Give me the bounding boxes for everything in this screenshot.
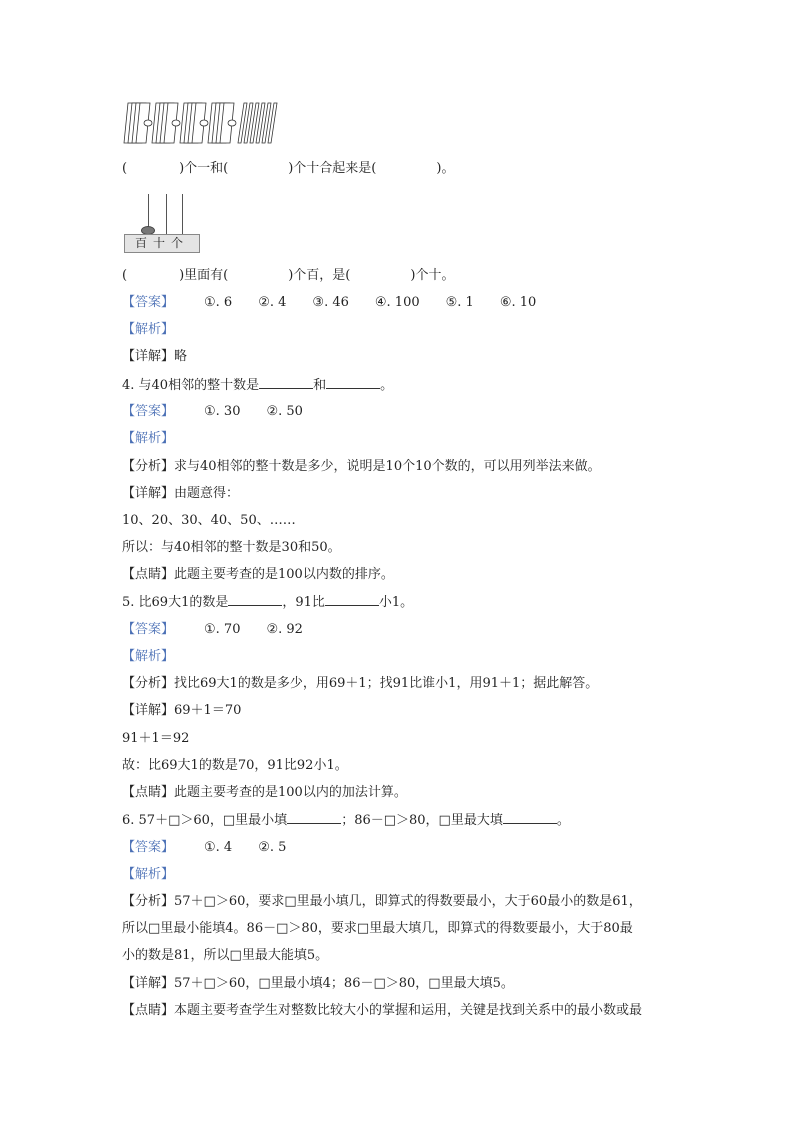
q4-detail-line2: 10、20、30、40、50、…… [122,513,296,528]
answer-item: ④. 100 [374,295,420,310]
q5-stem [122,593,413,612]
answer-tag: 【答案】 [122,295,175,310]
text-segment: )个百，是( [288,268,351,283]
q3-line2 [122,267,454,285]
answer-item: ②. 4 [258,295,287,310]
answer-item: ②. 92 [266,622,303,637]
q6-analysis-line3: 小的数是81，所以□里最大能填5。 [122,948,329,963]
stem-text: 4. 与40相邻的整十数是 [122,378,260,393]
paren-open: ( [122,161,128,176]
q4-answer-row [122,403,303,421]
answer-blank [325,593,379,606]
stem-text: 6. 57＋□＞60，□里最小填 [122,813,288,828]
text-segment: )里面有( [179,268,229,283]
q4-stem [122,376,393,395]
q5-point: 【点睛】此题主要考查的是100以内的加法计算。 [122,785,407,800]
q4-detail-line3: 所以：与40相邻的整十数是30和50。 [122,540,341,555]
paren-open: ( [122,268,128,283]
stem-text: 。 [556,813,570,828]
q3-line1 [122,160,454,178]
abacus-rod-ones [182,194,183,234]
q4-analysis: 【分析】求与40相邻的整十数是多少，说明是10个10个数的，可以用列举法来做。 [122,459,601,474]
q6-point: 【点睛】本题主要考查学生对整数比较大小的掌握和运用，关键是找到关系中的最小数或最 [122,1003,643,1018]
answer-item: ⑤. 1 [445,295,474,310]
answer-item: ③. 46 [312,295,349,310]
answer-item: ⑥. 10 [499,295,537,310]
text-segment: )个十合起来是( [288,161,377,176]
stem-text: 5. 比69大1的数是 [122,595,229,610]
q3-analysis-tag: 【解析】 [122,322,175,337]
q5-detail: 【详解】69＋1＝70 [122,703,242,718]
answer-item: ①. 4 [204,840,233,855]
q6-analysis-line1: 【分析】57＋□＞60，要求□里最小填几，即算式的得数要最小，大于60最小的数是61， [122,894,642,909]
answer-blank [503,811,557,824]
q6-analysis-tag: 【解析】 [122,867,175,882]
answer-blank [326,376,380,389]
q6-analysis-line2: 所以□里最小能填4。86－□＞80，要求□里最大填几，即算式的得数要最小，大于80最 [122,921,633,936]
q4-analysis-tag: 【解析】 [122,431,175,446]
stem-text: ；86－□＞80，□里最大填 [341,813,503,828]
answer-tag: 【答案】 [122,404,175,419]
q5-analysis: 【分析】找比69大1的数是多少，用69＋1；找91比谁小1，用91＋1；据此解答。 [122,676,599,691]
stem-text: 小1。 [378,595,414,610]
abacus-image [124,194,200,254]
q3-detail: 【详解】略 [122,349,188,364]
answer-item: ①. 6 [204,295,233,310]
q5-detail-line2: 91＋1＝92 [122,731,190,746]
abacus-base-labels: 百十个 [124,234,200,253]
answer-item: ②. 50 [266,404,303,419]
answer-tag: 【答案】 [122,840,175,855]
q5-analysis-tag: 【解析】 [122,649,175,664]
answer-blank [287,811,341,824]
answer-item: ②. 5 [258,840,287,855]
counting-sticks-image [122,101,278,147]
answer-tag: 【答案】 [122,622,175,637]
q5-answer-row [122,621,303,639]
answer-blank [259,376,313,389]
stem-text: 。 [380,378,394,393]
answer-item: ①. 70 [204,622,241,637]
stem-text: 和 [313,378,327,393]
answer-blank [228,593,282,606]
abacus-rod-tens [166,194,167,234]
q4-point: 【点睛】此题主要考查的是100以内数的排序。 [122,567,394,582]
q5-detail-line3: 故：比69大1的数是70，91比92小1。 [122,758,348,773]
answer-item: ①. 30 [204,404,241,419]
q6-stem [122,811,570,830]
q6-answer-row [122,839,286,857]
text-segment: )个一和( [179,161,229,176]
text-segment: )。 [436,161,455,176]
q6-detail: 【详解】57＋□＞60，□里最小填4；86－□＞80，□里最大填5。 [122,976,514,991]
q4-detail: 【详解】由题意得： [122,486,240,501]
q3-answer-row [122,294,536,312]
stem-text: ，91比 [282,595,325,610]
text-segment: )个十。 [410,268,455,283]
